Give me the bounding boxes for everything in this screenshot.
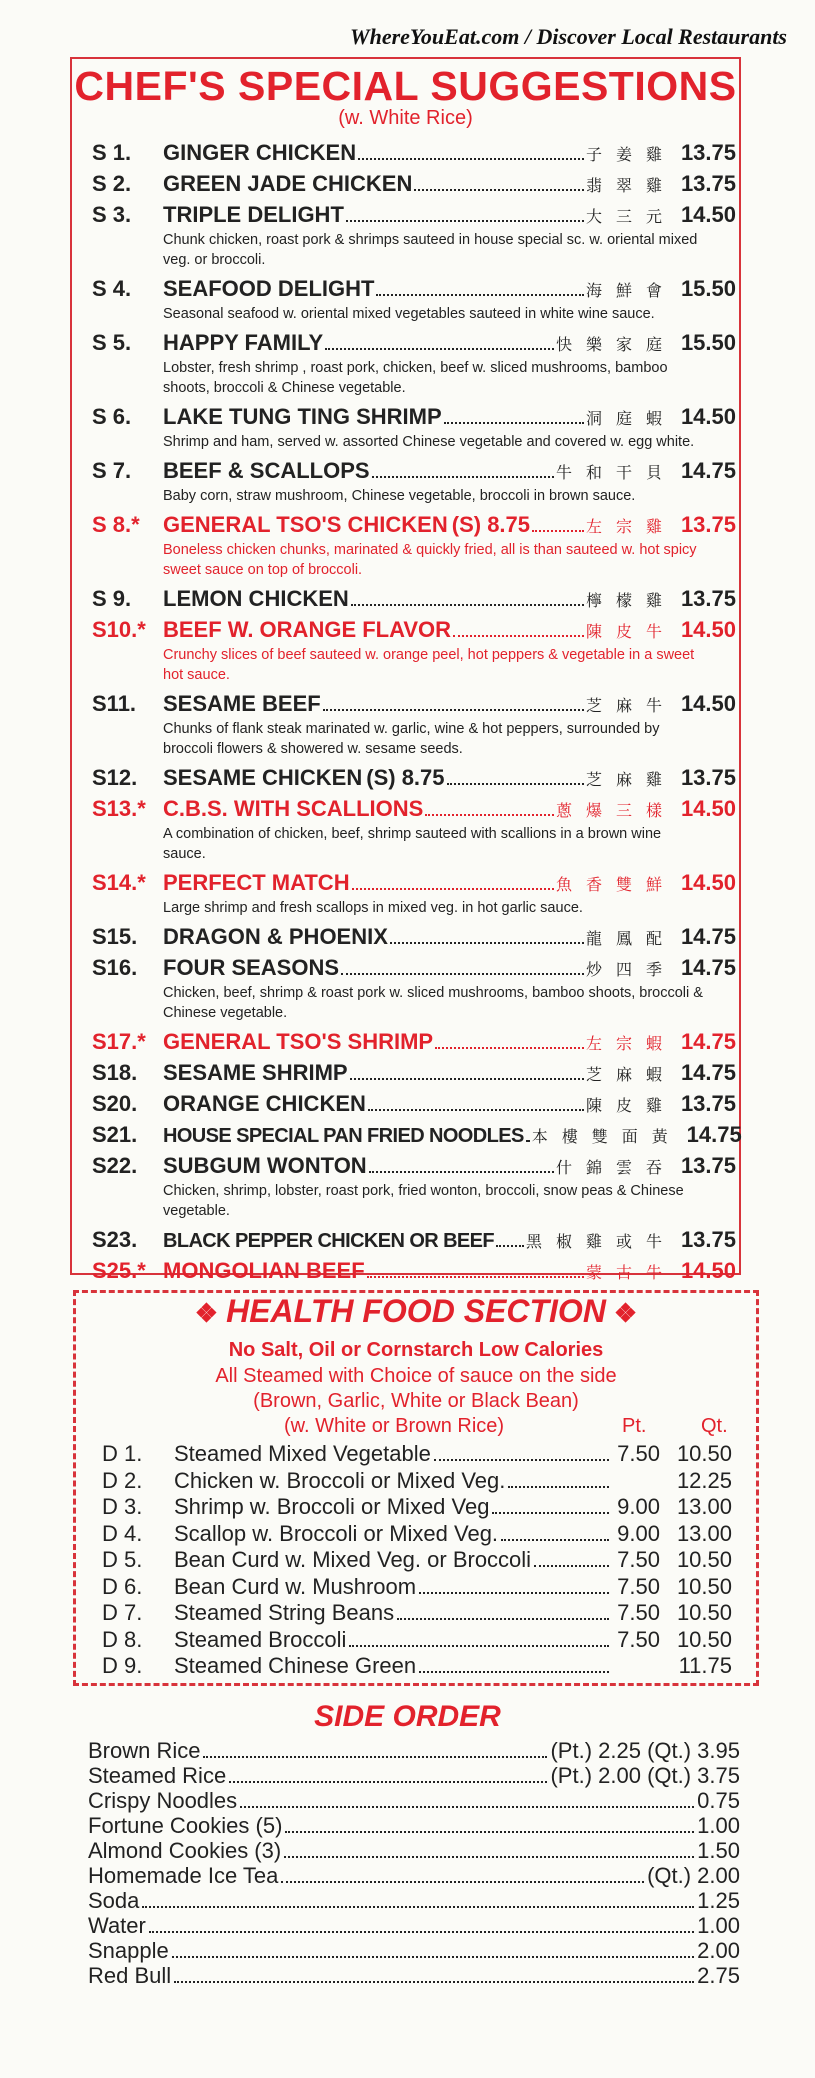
health-item [102,1600,732,1627]
quart-price: 10.50 [676,1547,732,1572]
dot-leader [419,1671,609,1673]
dot-leader [534,1565,609,1567]
health-item-name: Steamed Chinese Green [174,1653,417,1678]
side-item-price: 0.75 [697,1788,740,1813]
side-order-title: SIDE ORDER [314,1700,501,1733]
health-note-1: No Salt, Oil or Cornstarch Low Calories [228,1339,604,1361]
dish-name: BEEF W. ORANGE FLAVOR [163,617,452,642]
dish-number: S17.* [92,1029,146,1054]
dish-item [92,614,736,688]
dish-description: Large shrimp and fresh scallops in mixed veg. in hot garlic sauce. [163,900,583,916]
dish-item [92,1224,736,1255]
pint-price: 7.50 [617,1441,660,1466]
dish-chinese-name: 子姜雞 [585,145,676,164]
dish-item [92,793,736,867]
dish-price: 13.75 [680,1227,736,1252]
quart-price: 13.00 [676,1520,732,1546]
dish-name: MONGOLIAN BEEF [163,1258,365,1283]
side-order-item [88,1938,740,1963]
dish-description: Chicken, beef, shrimp & roast pork w. sliced mushrooms, bamboo shoots, broccoli & Chinese vegetable. [163,985,703,1021]
dot-leader [142,1906,694,1908]
dish-name: SESAME BEEF [163,691,321,716]
dish-name: LEMON CHICKEN [163,586,349,611]
side-item-name: Crispy Noodles [88,1788,238,1813]
dish-price: 14.50 [680,202,736,227]
quart-price: 13.00 [676,1494,732,1519]
health-item [102,1494,732,1521]
dish-number: S 1. [92,140,132,165]
dot-leader [419,1592,609,1594]
chef-section-title: CHEF'S SPECIAL SUGGESTIONS [74,63,737,109]
dot-leader [447,783,584,785]
dish-row [92,921,736,952]
dish-price: 14.75 [680,924,736,949]
dish-number: S 8.* [92,512,140,537]
health-item-number: D 1. [102,1441,143,1466]
dot-leader [425,814,554,816]
dish-number: S11. [92,691,137,716]
dot-leader [496,1245,524,1247]
dot-leader [372,476,554,478]
dish-chinese-name: 本樓雙面黃 [531,1127,682,1146]
dish-item [92,867,736,921]
pint-price: 7.50 [617,1600,660,1625]
health-item-name: Bean Curd w. Mushroom [174,1573,417,1599]
health-item [102,1653,732,1680]
dish-number: S22. [92,1153,138,1178]
dish-chinese-name: 什錦雲吞 [555,1158,676,1177]
diamond-icon: ❖ [613,1298,638,1328]
dish-chinese-name: 左宗雞 [585,517,676,536]
dish-number: S18. [92,1060,138,1085]
qt-column-header: Qt. [701,1415,728,1437]
health-item-number: D 7. [102,1600,143,1625]
quart-price: 10.50 [676,1573,732,1599]
small-size-price: (S) 8.75 [451,512,531,537]
dish-description: Chunk chicken, roast pork & shrimps sauteed in house special sc. w. oriental mixed veg. or broccoli. [163,232,698,268]
health-item [102,1627,732,1654]
site-header[interactable]: WhereYouEat.com / Discover Local Restaurants [350,24,787,49]
health-item [102,1468,732,1495]
side-item-price: 1.00 [697,1913,740,1938]
dot-leader [369,1171,554,1173]
health-item-name: Steamed Broccoli [174,1626,347,1652]
dot-leader [358,158,584,160]
dish-number: S10.* [92,617,146,642]
dish-number: S 6. [92,404,132,429]
dish-description: Chicken, shrimp, lobster, roast pork, fried wonton, broccoli, snow peas & Chinese vegetable. [163,1183,684,1219]
dish-price: 13.75 [680,1153,736,1178]
dish-row [92,199,736,230]
dish-number: S23. [92,1227,138,1252]
dish-item [92,401,736,455]
dish-name: FOUR SEASONS [163,955,340,980]
dish-row [92,762,736,793]
dish-item [92,455,736,509]
side-item-name: Almond Cookies (3) [88,1838,282,1863]
dish-chinese-name: 龍鳳配 [585,929,676,948]
dish-number: S 2. [92,171,132,196]
dish-item [92,1255,736,1286]
health-item-number: D 5. [102,1547,143,1572]
dish-price: 13.75 [680,765,736,790]
dot-leader [453,635,584,637]
dish-price: 14.75 [680,955,736,980]
dish-number: S12. [92,765,138,790]
dish-item [92,583,736,614]
dish-description: Crunchy slices of beef sauteed w. orange peel, hot peppers & vegetable in a sweet hot sauce. [163,647,695,683]
dish-row [92,1150,736,1181]
dish-row [92,952,736,983]
dish-price: 14.50 [680,691,736,716]
dish-price: 13.75 [680,140,736,165]
dish-name: GENERAL TSO'S SHRIMP [163,1029,434,1054]
chef-section-subtitle: (w. White Rice) [338,107,473,129]
dish-chinese-name: 芝麻蝦 [585,1065,676,1084]
health-item-list [102,1441,732,1680]
dish-row [92,867,736,898]
dish-item [92,688,736,762]
dot-leader [376,294,584,296]
dot-leader [444,422,584,424]
dish-chinese-name: 海鮮會 [585,281,676,300]
side-order-item [88,1838,740,1863]
dish-row [92,401,736,432]
health-item-name: Bean Curd w. Mixed Veg. or Broccoli [174,1547,532,1572]
dish-item [92,168,736,199]
dish-row [92,688,736,719]
dish-item [92,762,736,793]
quart-price: 12.25 [676,1467,732,1493]
dish-item [92,273,736,327]
side-item-price: 1.25 [697,1888,740,1913]
side-item-price: (Pt.) 2.25 (Qt.) 3.95 [550,1738,740,1763]
dish-chinese-name: 翡翠雞 [585,176,676,195]
dot-leader [346,220,584,222]
dish-number: S20. [92,1091,138,1116]
health-item [102,1547,732,1574]
dot-leader [203,1756,547,1758]
small-size-price: (S) 8.75 [366,765,445,790]
dish-chinese-name: 大三元 [585,207,676,226]
side-item-name: Fortune Cookies (5) [88,1813,283,1838]
health-item-number: D 2. [102,1467,143,1493]
side-item-price: 2.00 [697,1938,740,1963]
dot-leader [341,973,584,975]
dish-name: TRIPLE DELIGHT [163,202,344,227]
dish-description: Seasonal seafood w. oriental mixed vegetables sauteed in white wine sauce. [163,306,655,322]
pint-price: 9.00 [617,1520,660,1546]
dish-chinese-name: 黑椒雞或牛 [525,1232,676,1251]
dot-leader [285,1831,694,1833]
dish-row [92,614,736,645]
dish-number: S14.* [92,870,146,895]
dish-name: GENERAL TSO'S CHICKEN [163,512,448,537]
dish-name: SUBGUM WONTON [163,1153,367,1178]
pint-price: 7.50 [617,1626,660,1652]
side-item-name: Snapple [88,1938,169,1963]
dish-row [92,1224,736,1255]
dish-number: S16. [92,955,138,980]
dish-number: S 9. [92,586,132,611]
health-item-name: Steamed String Beans [174,1600,395,1625]
health-item-name: Shrimp w. Broccoli or Mixed Veg [174,1494,490,1519]
dish-chinese-name: 陳皮牛 [585,622,676,641]
quart-price: 10.50 [676,1626,732,1652]
dish-description: A combination of chicken, beef, shrimp sauteed with scallions in a brown wine sauce. [163,826,662,862]
dish-name: SESAME SHRIMP [163,1060,348,1085]
dish-item [92,199,736,273]
side-item-price: (Qt.) 2.00 [647,1863,740,1888]
dish-row [92,137,736,168]
side-order-list [88,1738,740,1988]
dot-leader [281,1881,644,1883]
dish-chinese-name: 芝麻牛 [585,696,676,715]
dot-leader [367,1276,584,1278]
side-item-name: Red Bull [88,1963,172,1988]
dish-item [92,137,736,168]
health-item [102,1574,732,1601]
dish-chinese-name: 蔥爆三樣 [555,801,676,820]
dish-price: 14.75 [680,458,736,483]
dish-price: 13.75 [680,586,736,611]
dish-row [92,1088,736,1119]
dot-leader [352,888,554,890]
dish-chinese-name: 左宗蝦 [585,1034,676,1053]
dish-price: 14.50 [680,796,736,821]
dot-leader [508,1486,609,1488]
dish-name: LAKE TUNG TING SHRIMP [163,404,442,429]
dish-price: 14.50 [680,870,736,895]
dish-row [92,1057,736,1088]
dish-name: HOUSE SPECIAL PAN FRIED NOODLES [163,1125,524,1147]
dish-chinese-name: 陳皮雞 [585,1096,676,1115]
dish-item [92,1088,736,1119]
dish-number: S13.* [92,796,146,821]
health-item-name: Chicken w. Broccoli or Mixed Veg. [174,1467,506,1493]
dish-row [92,509,736,540]
dot-leader [323,709,584,711]
dish-chinese-name: 快樂家庭 [555,335,676,354]
dish-item [92,1119,742,1150]
dish-number: S 3. [92,202,132,227]
side-item-price: 2.75 [697,1963,740,1988]
dot-leader [435,1047,584,1049]
health-note-2: All Steamed with Choice of sauce on the side [215,1365,617,1387]
dish-price: 14.50 [680,404,736,429]
dish-item [92,509,736,583]
dot-leader [351,604,584,606]
dish-chinese-name: 魚香雙鮮 [555,875,676,894]
dish-name: HAPPY FAMILY [163,330,324,355]
dot-leader [240,1806,694,1808]
dot-leader [434,1459,609,1461]
side-order-item [88,1788,740,1813]
pint-price: 7.50 [617,1573,660,1599]
health-item-number: D 8. [102,1626,143,1652]
health-food-section [73,1290,759,1686]
chef-special-section [70,57,742,1283]
dish-number: S 7. [92,458,132,483]
dish-price: 13.75 [680,512,736,537]
side-item-price: (Pt.) 2.00 (Qt.) 3.75 [550,1763,740,1788]
dish-row [92,1119,742,1150]
dot-leader [492,1512,609,1514]
dish-chinese-name: 檸檬雞 [585,591,676,610]
health-item-number: D 9. [102,1653,143,1678]
dish-price: 13.75 [680,171,736,196]
side-order-item [88,1913,740,1938]
dish-row [92,1026,736,1057]
side-item-price: 1.50 [697,1838,740,1863]
side-order-item [88,1738,740,1763]
health-item-name: Steamed Mixed Vegetable [174,1441,431,1466]
dish-row [92,327,736,358]
dish-description: Baby corn, straw mushroom, Chinese vegetable, broccoli in brown sauce. [163,488,636,504]
dish-price: 15.50 [680,330,736,355]
dish-chinese-name: 蒙古牛 [585,1263,676,1282]
health-item-number: D 4. [102,1520,143,1546]
chef-dish-list [92,137,742,1286]
dish-chinese-name: 洞庭蝦 [585,409,676,428]
dot-leader [526,1140,530,1142]
dish-row [92,583,736,614]
diamond-icon: ❖ [194,1298,219,1328]
dish-name: BLACK PEPPER CHICKEN OR BEEF [163,1230,495,1252]
dish-description: Shrimp and ham, served w. assorted Chinese vegetable and covered w. egg white. [163,434,695,450]
dot-leader [414,189,584,191]
dot-leader [390,942,584,944]
dot-leader [284,1856,694,1858]
dish-row [92,793,736,824]
dot-leader [149,1931,694,1933]
dish-price: 13.75 [680,1091,736,1116]
dish-name: BEEF & SCALLOPS [163,458,370,483]
side-order-item [88,1763,740,1788]
dot-leader [229,1781,547,1783]
dot-leader [397,1618,609,1620]
health-item-name: Scallop w. Broccoli or Mixed Veg. [174,1520,499,1546]
quart-price: 10.50 [676,1600,732,1625]
side-item-name: Water [88,1913,146,1938]
dish-price: 14.75 [680,1029,736,1054]
dot-leader [350,1078,584,1080]
dish-name: PERFECT MATCH [163,870,350,895]
health-item-number: D 6. [102,1573,143,1599]
dot-leader [349,1645,609,1647]
dish-price: 14.50 [680,1258,736,1283]
dish-name: C.B.S. WITH SCALLIONS [163,796,424,821]
health-item-number: D 3. [102,1494,143,1519]
side-item-name: Soda [88,1888,140,1913]
side-order-item [88,1963,740,1988]
dot-leader [174,1981,694,1983]
dish-row [92,1255,736,1286]
quart-price: 10.50 [676,1441,732,1466]
health-note-3: (Brown, Garlic, White or Black Bean) [253,1390,579,1412]
dish-number: S25.* [92,1258,146,1283]
dish-description: Chunks of flank steak marinated w. garlic, wine & hot peppers, surrounded by broccoli flowers & showered w. sesame seeds. [163,721,660,757]
dish-chinese-name: 芝麻雞 [585,770,676,789]
dish-name: SEAFOOD DELIGHT [163,276,375,301]
dish-name: GINGER CHICKEN [163,140,357,165]
health-section-title [76,1293,756,1330]
dish-name: DRAGON & PHOENIX [163,924,388,949]
dish-item [92,1026,736,1057]
pint-price: 9.00 [617,1494,660,1519]
quart-price: 11.75 [678,1653,732,1678]
dot-leader [325,348,554,350]
dish-item [92,1150,736,1224]
dish-number: S21. [92,1122,138,1147]
dish-item [92,327,736,401]
dish-name: ORANGE CHICKEN [163,1091,366,1116]
dot-leader [501,1539,609,1541]
health-item [102,1441,732,1468]
dish-price: 14.50 [680,617,736,642]
dish-chinese-name: 牛和干貝 [555,463,676,482]
dish-number: S15. [92,924,138,949]
dish-item [92,921,736,952]
health-item [102,1521,732,1548]
dish-price: 14.75 [686,1122,742,1147]
side-item-price: 1.00 [697,1813,740,1838]
dish-item [92,1057,736,1088]
dish-row [92,168,736,199]
dish-name: SESAME CHICKEN [163,765,363,790]
side-order-item [88,1863,740,1888]
dish-price: 14.75 [680,1060,736,1085]
dish-row [92,273,736,304]
dish-description: Lobster, fresh shrimp , roast pork, chicken, beef w. sliced mushrooms, bamboo shoots, broccoli & Chinese vegetable. [163,360,668,396]
dish-name: GREEN JADE CHICKEN [163,171,413,196]
dot-leader [368,1109,584,1111]
side-item-name: Homemade Ice Tea [88,1863,279,1888]
side-order-item [88,1813,740,1838]
pint-price: 7.50 [617,1547,660,1572]
health-note-4: (w. White or Brown Rice) [284,1415,505,1437]
side-item-name: Steamed Rice [88,1763,227,1788]
side-order-item [88,1888,740,1913]
dot-leader [532,530,584,532]
dish-row [92,455,736,486]
dish-price: 15.50 [680,276,736,301]
dish-item [92,952,736,1026]
side-item-name: Brown Rice [88,1738,201,1763]
dish-number: S 4. [92,276,132,301]
health-title-text: HEALTH FOOD SECTION [226,1293,606,1329]
dot-leader [172,1956,694,1958]
dish-description: Boneless chicken chunks, marinated & quickly fried, all is than sauteed w. hot spicy sweet sauce on top of broccoli. [163,542,697,578]
dish-chinese-name: 炒四季 [585,960,676,979]
dish-number: S 5. [92,330,132,355]
pt-column-header: Pt. [622,1415,647,1437]
